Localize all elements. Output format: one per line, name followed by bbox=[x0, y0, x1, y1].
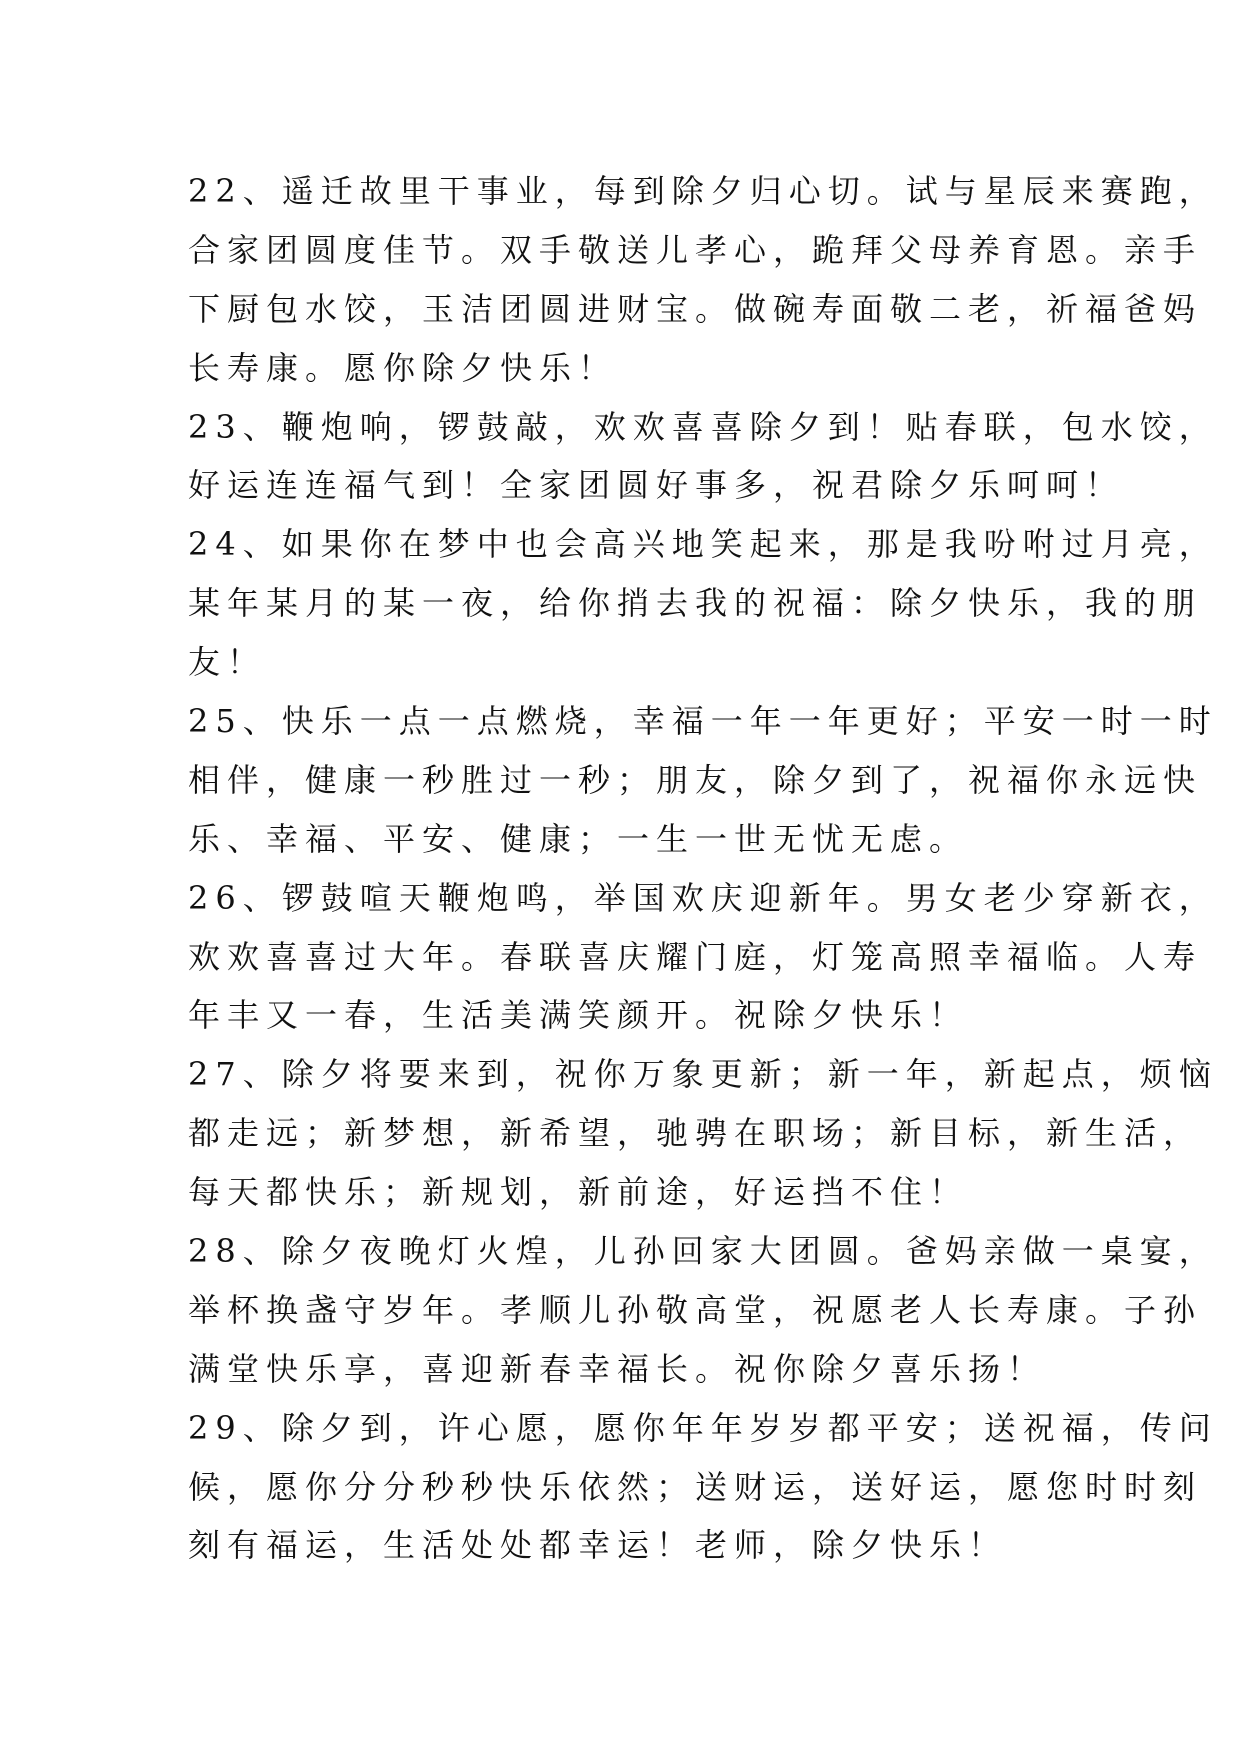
paragraph-26 bbox=[188, 869, 1218, 1046]
text-line: 28、除夕夜晚灯火煌，儿孙回家大团圆。爸妈亲做一桌宴， bbox=[188, 1232, 1218, 1271]
paragraph-22 bbox=[188, 162, 1218, 398]
text-line: 26、锣鼓喧天鞭炮鸣，举国欢庆迎新年。男女老少穿新衣， bbox=[188, 878, 1218, 917]
paragraph-25 bbox=[188, 692, 1218, 869]
text-line: 29、除夕到，许心愿，愿你年年岁岁都平安；送祝福，传问 bbox=[188, 1408, 1218, 1447]
text-line: 27、除夕将要来到，祝你万象更新；新一年，新起点，烦恼 bbox=[188, 1055, 1218, 1094]
text-line: 合家团圆度佳节。双手敬送儿孝心，跪拜父母养育恩。亲手 bbox=[188, 230, 1203, 269]
document-body bbox=[188, 162, 1218, 1575]
text-line: 满堂快乐享，喜迎新春幸福长。祝你除夕喜乐扬！ bbox=[188, 1349, 1047, 1388]
text-line: 每天都快乐；新规划，新前途，好运挡不住！ bbox=[188, 1173, 969, 1212]
paragraph-29 bbox=[188, 1399, 1218, 1576]
text-line: 相伴，健康一秒胜过一秒；朋友，除夕到了，祝福你永远快 bbox=[188, 760, 1203, 799]
text-line: 年丰又一春，生活美满笑颜开。祝除夕快乐！ bbox=[188, 996, 969, 1035]
text-line: 下厨包水饺，玉洁团圆进财宝。做碗寿面敬二老，祈福爸妈 bbox=[188, 289, 1203, 328]
text-line: 25、快乐一点一点燃烧，幸福一年一年更好；平安一时一时 bbox=[188, 702, 1218, 741]
text-line: 22、遥迁故里干事业，每到除夕归心切。试与星辰来赛跑， bbox=[188, 172, 1218, 210]
text-line: 候，愿你分分秒秒快乐依然；送财运，送好运，愿您时时刻 bbox=[188, 1467, 1203, 1506]
paragraph-28 bbox=[188, 1222, 1218, 1399]
paragraph-23 bbox=[188, 398, 1218, 516]
text-line: 23、鞭炮响，锣鼓敲，欢欢喜喜除夕到！贴春联，包水饺， bbox=[188, 407, 1218, 446]
text-line: 欢欢喜喜过大年。春联喜庆耀门庭，灯笼高照幸福临。人寿 bbox=[188, 937, 1203, 976]
text-line: 举杯换盏守岁年。孝顺儿孙敬高堂，祝愿老人长寿康。子孙 bbox=[188, 1290, 1203, 1329]
text-line: 好运连连福气到！全家团圆好事多，祝君除夕乐呵呵！ bbox=[188, 466, 1125, 505]
text-line: 刻有福运，生活处处都幸运！老师，除夕快乐！ bbox=[188, 1526, 1008, 1565]
text-line: 乐、幸福、平安、健康；一生一世无忧无虑。 bbox=[188, 819, 969, 858]
text-line: 某年某月的某一夜，给你捎去我的祝福：除夕快乐，我的朋 bbox=[188, 584, 1203, 623]
paragraph-24 bbox=[188, 515, 1218, 692]
text-line: 都走远；新梦想，新希望，驰骋在职场；新目标，新生活， bbox=[188, 1114, 1203, 1153]
text-line: 24、如果你在梦中也会高兴地笑起来，那是我吩咐过月亮， bbox=[188, 525, 1218, 564]
paragraph-27 bbox=[188, 1045, 1218, 1222]
text-line: 友！ bbox=[188, 643, 267, 682]
text-line: 长寿康。愿你除夕快乐！ bbox=[188, 348, 618, 387]
